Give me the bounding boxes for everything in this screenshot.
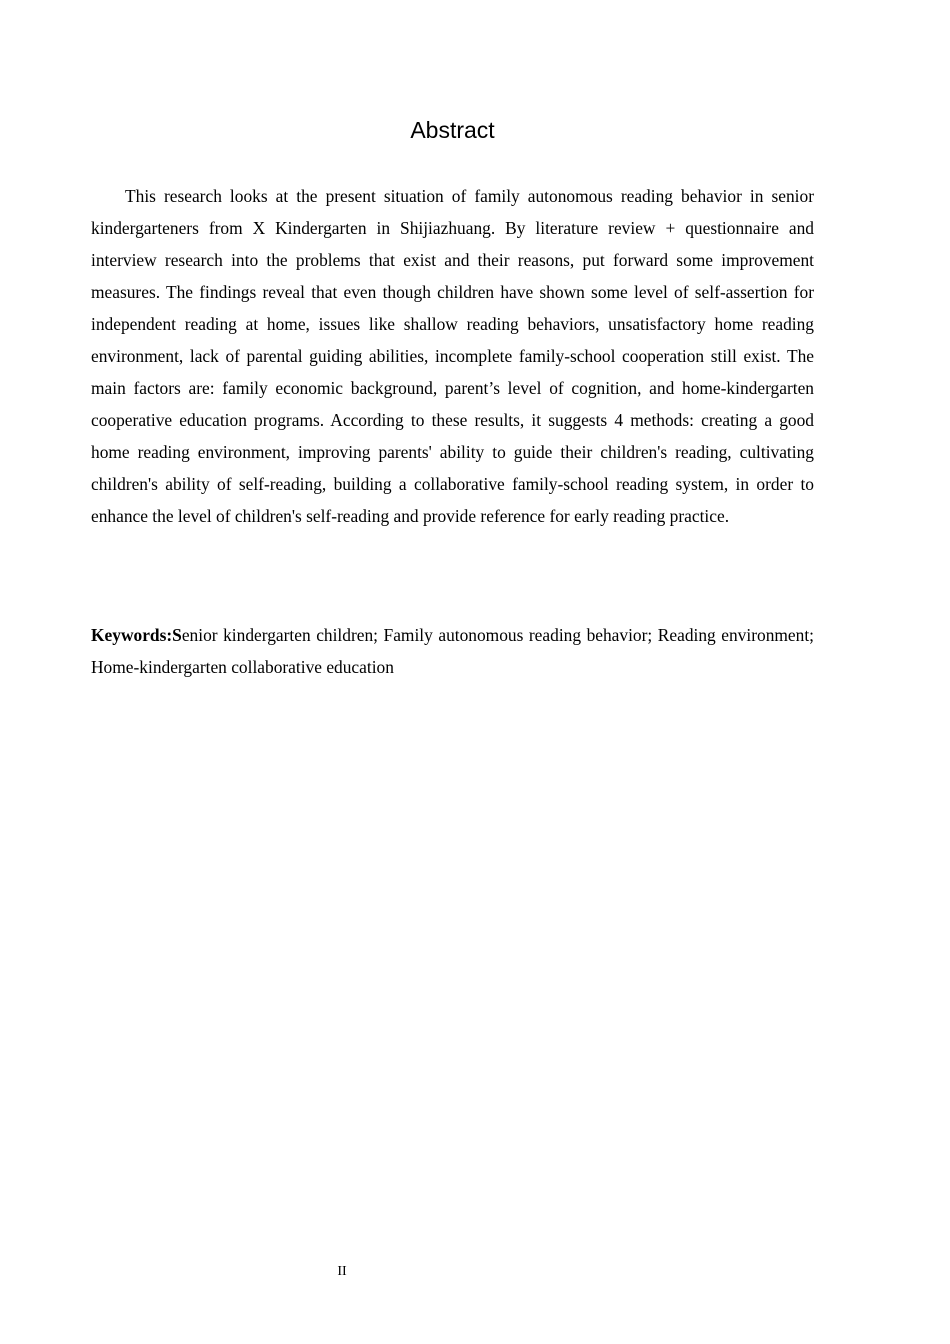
page-number: II [337,1264,347,1279]
keywords-text: enior kindergarten children; Family autonomous reading behavior; Reading environment; Home-kindergarten collaborative education [91,625,814,677]
page-title: Abstract [410,117,495,143]
keywords-label: Keywords:S [91,625,182,645]
keywords-paragraph [91,619,814,683]
abstract-paragraph: This research looks at the present situation of family autonomous reading behavior in senior kindergarteners from X Kindergarten in Shijiazhuang. By literature review + questionnaire and interview research into the problems that exist and their reasons, put forward some improvement measures. The findings reveal that even though children have shown some level of self-assertion for independent reading at home, issues like shallow reading behaviors, unsatisfactory home reading environment, lack of parental guiding abilities, incomplete family-school cooperation still exist. The main factors are: family economic background, parent’s level of cognition, and home-kindergarten cooperative education programs. According to these results, it suggests 4 methods: creating a good home reading environment, improving parents' ability to guide their children's reading, cultivating children's ability of self-reading, building a collaborative family-school reading system, in order to enhance the level of children's self-reading and provide reference for early reading practice. [91,186,814,526]
